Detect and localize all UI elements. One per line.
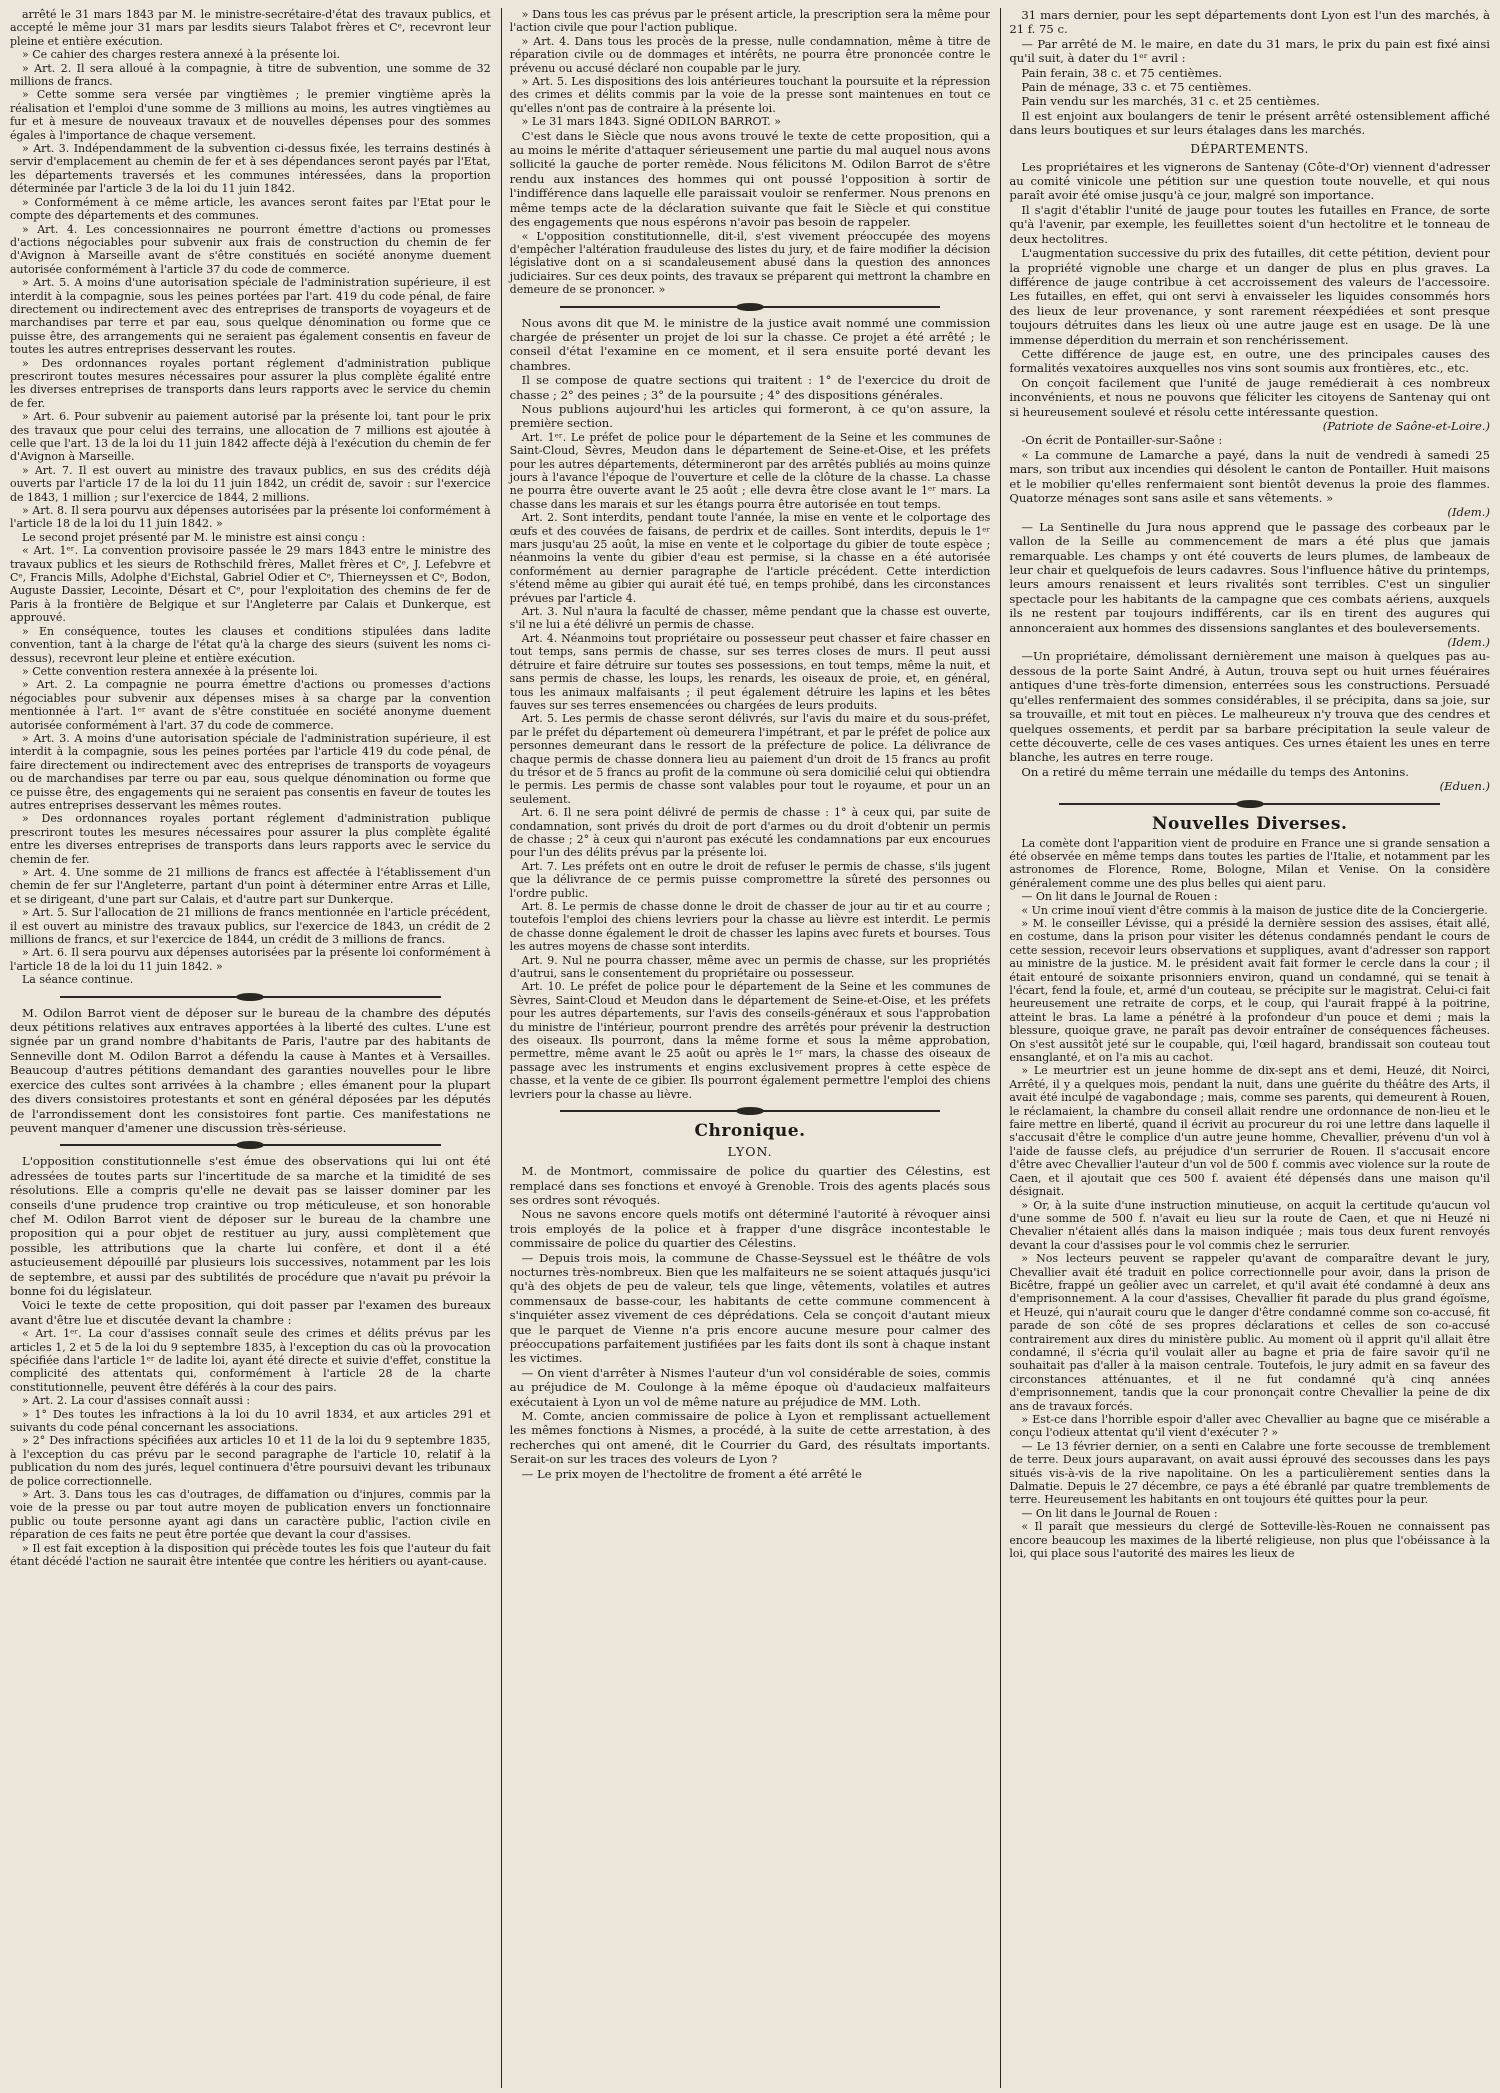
- paragraph: » Art. 3. A moins d'une autorisation spéciale de l'administration supérieure, il est interdit à la compagnie, sous les peines portées par l'article 419 du code pénal, de faire directement ou indirectement avec des entreprises de transports de voyageurs ou de marchandises par terre ou par eau, sous quelque dénomination ou forme que ce puisse être, des engagements qui ne seraient pas consentis en faveur de toutes les autres entreprises desservant les mêmes routes.: [10, 731, 491, 812]
- nouvelles-heading: Nouvelles Diverses.: [1151, 813, 1348, 834]
- paragraph: Nous ne savons encore quels motifs ont déterminé l'autorité à révoquer ainsi trois employés de la police et à frapper d'une disgrâce incontestable le commissaire de police du quartier des Célestins.: [509, 1207, 991, 1251]
- barrot-petitions: M. Odilon Barrot vient de déposer sur le bureau de la chambre des députés deux pétitions relatives aux entraves apportées à la liberté des cultes. L'une est signée par un grand nombre d'habitants de Paris, l'autre par des habitants de Senneville dont M. Odilon Barrot a défendu la cause à Mantes et à Versailles. Beaucoup d'autres pétitions demandant des garanties nouvelles pour le libre exercice des cultes sont arrivées à la chambre ; elles émanent pour la plupart des divers consistoires protestants et sont en général déposées par les députés de l'arrondissement dont les consistoires font partie. Ces manifestations ne peuvent manquer d'amener une discussion très-sérieuse.: [10, 1005, 491, 1135]
- paragraph: — La Sentinelle du Jura nous apprend que le passage des corbeaux par le vallon de la Seille au commencement de mars a été plus que jamais remarquable. Les champs y ont été couverts de leurs plumes, de lambeaux de leur chair et quelquefois de leurs cadavres. Sous l'influence hâtive du printemps, leurs amours renaissent et leurs rivalités sont terribles. C'est un singulier spectacle pour les habitants de la campagne que ces combats aériens, auxquels ils ne restent par toujours indifférents, car ils en tirent des augures qui annonceraient aux hommes des dissensions sanglantes et des bouleversements.: [1009, 519, 1491, 635]
- paragraph: 31 mars dernier, pour les sept départements dont Lyon est l'un des marchés, à 21 f. 75 c.: [1009, 8, 1491, 37]
- paragraph: Art. 10. Le préfet de police pour le département de la Seine et les communes de Sèvres, Saint-Cloud et Meudon dans le département de Seine-et-Oise, et les préfets pour les autres départements, sur l'avis des conseils-généraux et sous l'approbation du ministre de l'intérieur, pourront prendre des arrêtés pour prévenir la destruction des oiseaux. Ils pourront, dans la même forme et sous la même approbation, permettre, même avant le 25 août ou après le 1ᵉʳ mars, la chasse des oiseaux de passage avec les instruments et engins exclusivement propres à cette espèce de chasse, et la vente de ce gibier. Ils pourront également permettre l'emploi des chiens levriers pour la chasse au lièvre.: [509, 980, 991, 1101]
- paragraph: » Nos lecteurs peuvent se rappeler qu'avant de comparaître devant le jury, Chevallier avait été traduit en police correctionnelle pour avoir, dans la prison de Bicêtre, frappé un geôlier avec un carrelet, et qu'il avait été condamné à deux ans d'emprisonnement. A la cour d'assises, Chevallier fit parade du plus grand égoïsme, et Heuzé, qui n'aurait couru que le danger d'être condamné comme son co-accusé, fit parade de son côté de ses propres déclarations et celles de son co-accusé contrairement aux dires du ministère public. Au moment où il apprit qu'il allait être condamné, il s'écria qu'il voulait aller au bagne et pria de faire savoir qu'il ne souhaitait pas d'aller à la maison centrale. Toutefois, le jury admit en sa faveur des circonstances atténuantes, et il ne fut condamné qu'à cinq années d'emprisonnement, tandis que la cour prononçait contre Chevallier la peine de dix ans de travaux forcés.: [1009, 1252, 1491, 1413]
- column-3: [1000, 8, 1490, 2088]
- paragraph: Art. 8. Le permis de chasse donne le droit de chasser de jour au tir et au courre ; toutefois l'emploi des chiens levriers pour la chasse au lièvre est interdit. Le permis de chasse donne également le droit de chasser les lapins avec furets et bourses. Tous les autres moyens de chasse sont interdits.: [509, 900, 991, 954]
- paragraph: On conçoit facilement que l'unité de jauge remédierait à ces nombreux inconvénients, et nous ne pouvons que féliciter les citoyens de Santenay qui ont si heureusement soulevé et résolu cette intéressante question.: [1009, 375, 1491, 419]
- paragraph: » Art. 8. Il sera pourvu aux dépenses autorisées par la présente loi conformément à l'article 18 de la loi du 11 juin 1842. »: [10, 504, 491, 531]
- paragraph: La séance continue.: [22, 973, 134, 987]
- paragraph: » Cette somme sera versée par vingtièmes ; le premier vingtième après la réalisation et l'emploi d'une somme de 3 millions au moins, les autres vingtièmes au fur et à mesure de nouveaux travaux et de nouvelles dépenses pour des sommes égales à l'importance de chaque versement.: [10, 88, 491, 142]
- paragraph: Le second projet présenté par M. le ministre est ainsi conçu :: [22, 530, 366, 544]
- paragraph: M. de Montmort, commissaire de police du quartier des Célestins, est remplacé dans ses fonctions et envoyé à Grenoble. Trois des agents placés sous ses ordres sont révoqués.: [509, 1164, 991, 1207]
- proposition-text: [10, 1327, 491, 1568]
- section-divider: [1059, 803, 1440, 805]
- paragraph: » Ce cahier des charges restera annexé à la présente loi.: [22, 48, 341, 62]
- paragraph: « Il paraît que messieurs du clergé de Sotteville-lès-Rouen ne connaissent pas encore beaucoup les maximes de la liberté religieuse, non plus que l'obéissance à la loi, qui place sous l'autorité des maires les lieux de: [1009, 1520, 1491, 1561]
- source-attribution: (Idem.): [1447, 635, 1491, 650]
- paragraph: » Des ordonnances royales portant réglement d'administration publique prescriront toutes mesures nécessaires pour assurer la plus complète égalité entre les diverses entreprises de transports dans leurs rapports avec le service du chemin de fer.: [10, 356, 491, 410]
- paragraph: — Le prix moyen de l'hectolitre de froment a été arrêté le: [521, 1466, 862, 1481]
- column-2: [501, 8, 991, 2088]
- paragraph: Art. 6. Il ne sera point délivré de permis de chasse : 1° à ceux qui, par suite de condamnation, sont privés du droit de port d'armes ou du droit d'obtenir un permis de chasse ; 2° à ceux qui n'auront pas exécuté les condamnations par eux encourues pour l'un des délits prévus par la présente loi.: [509, 806, 991, 860]
- loi-chemins-de-fer: [10, 8, 491, 987]
- paragraph: » Art. 2. La cour d'assises connaît aussi :: [22, 1394, 251, 1408]
- paragraph: M. Comte, ancien commissaire de police à Lyon et remplissant actuellement les mêmes fonctions à Nismes, a procédé, à la suite de cette arrestation, à des recherches qui ont amené, dit le Courrier du Gard, des résultats importants. Serait-on sur les traces des voleurs de Lyon ?: [509, 1409, 991, 1467]
- column-1: [10, 8, 491, 2088]
- paragraph: » En conséquence, toutes les clauses et conditions stipulées dans ladite convention, tant à la charge de l'état qu'à la charge des sieurs (suivent les noms ci-dessus), recevront leur pleine et entière exécution.: [10, 624, 491, 665]
- paragraph: La comète dont l'apparition vient de produire en France une si grande sensation a été observée en même temps dans toutes les parties de l'Italie, et notamment par les astronomes de Florence, Rome, Bologne, Milan et Venise. On la considère généralement comme une des plus belles qui aient paru.: [1009, 836, 1491, 890]
- paragraph: Il s'agit d'établir l'unité de jauge pour toutes les futailles en France, de sorte qu'à l'avenir, par exemple, les feuillettes soient d'un hectolitre et le tonneau de deux hectolitres.: [1009, 202, 1491, 246]
- paragraph: Art. 9. Nul ne pourra chasser, même avec un permis de chasse, sur les propriétés d'autrui, sans le consentement du propriétaire ou possesseur.: [509, 953, 991, 981]
- paragraph: « Art. 1ᵉʳ. La convention provisoire passée le 29 mars 1843 entre le ministre des travaux publics et les sieurs de Rothschild frères, Mallet frères et Cᵉ, J. Lefebvre et Cᵉ, Francis Mills, Adolphe d'Eichstal, Gabriel Odier et Cᵉ, Thierneyssen et Cᵉ, Bodon, Auguste Dassier, Lecointe, Désart et Cᵉ, pour l'exploitation des chemins de fer de Paris à la frontière de Belgique et sur l'Angleterre par Calais et Dunkerque, est approuvé.: [10, 544, 491, 625]
- paragraph: — Par arrêté de M. le maire, en date du 31 mars, le prix du pain est fixé ainsi qu'il suit, à dater du 1ᵉʳ avril :: [1009, 36, 1491, 66]
- paragraph: Art. 7. Les préfets ont en outre le droit de refuser le permis de chasse, s'ils jugent que la délivrance de ce permis puisse compromettre la sûreté des personnes ou l'ordre public.: [509, 859, 991, 900]
- paragraph: » Art. 6. Pour subvenir au paiement autorisé par la présente loi, tant pour le prix des travaux que pour celui des terrains, une allocation de 7 millions est ajoutée à celle que l'art. 13 de la loi du 11 juin 1842 affecte déjà à l'exécution du chemin de fer d'Avignon à Marseille.: [10, 410, 491, 464]
- paragraph: Art. 1ᵉʳ. Le préfet de police pour le département de la Seine et les communes de Saint-Cloud, Sèvres, Meudon dans le département de Seine-et-Oise, et les préfets pour les autres départements, détermineront par des arrêtés publiés au moins quinze jours à l'avance l'époque de l'ouverture et celle de la clôture de la chasse. La chasse ne pourra être ouverte avant le 25 août ; elle devra être close avant le 1ᵉʳ mars. La chasse dans les marais et sur les étangs pourra être autorisée en tout temps.: [509, 430, 991, 511]
- paragraph: Les propriétaires et les vignerons de Santenay (Côte-d'Or) viennent d'adresser au comité vinicole une pétition sur une question toute nouvelle, et qui nous paraît avoir été omise jusqu'à ce jour, malgré son importance.: [1009, 159, 1491, 203]
- section-divider: [560, 1110, 941, 1112]
- paragraph: « Art. 1ᵉʳ. La cour d'assises connaît seule des crimes et délits prévus par les articles 1, 2 et 5 de la loi du 9 septembre 1835, à l'exception du cas où la provocation spécifiée dans l'article 1ᵉʳ de ladite loi, ayant été directe et suivie d'effet, constitue la complicité des attentats qui, conformément à l'article 28 de la charte constitutionnelle, peuvent être déférés à la cour des pairs.: [10, 1327, 491, 1394]
- paragraph: » Art. 5. Sur l'allocation de 21 millions de francs mentionnée en l'article précédent, il est ouvert au ministre des travaux publics, sur l'exercice de 1843, un crédit de 2 millions de francs, et sur l'exercice de 1844, un crédit de 3 millions de francs.: [10, 906, 491, 947]
- paragraph: « L'opposition constitutionnelle, dit-il, s'est vivement préoccupée des moyens d'empêcher l'altération frauduleuse des listes du jury, et de faire modifier la décision législative dont on a si scandaleusement abusé dans la question des annonces judiciaires. Sur ces deux points, des travaux se préparent qui mettront la chambre en demeure de se prononcer. »: [509, 229, 991, 297]
- paragraph: » Art. 5. Les dispositions des lois antérieures touchant la poursuite et la répression des crimes et délits commis par la voie de la presse sont maintenues en tout ce qu'elles n'ont pas de contraire à la présente loi.: [509, 75, 991, 115]
- paragraph: » Conformément à ce même article, les avances seront faites par l'Etat pour le compte des départements et des communes.: [10, 195, 491, 223]
- paragraph: Voici le texte de cette proposition, qui doit passer par l'examen des bureaux avant d'être lue et discutée devant la chambre :: [10, 1298, 491, 1327]
- nouvelles-diverses: [1009, 837, 1490, 1561]
- paragraph: — Depuis trois mois, la commune de Chasse-Seyssuel est le théâtre de vols nocturnes très-nombreux. Bien que les malfaiteurs ne se soient attaqués jusqu'ici qu'à des objets de peu de valeur, tels que linge, vêtements, volatiles et autres commensaux de basse-cour, les habitants de cette commune commencent à s'inquiéter assez vivement de ces déprédations. Cela se conçoit d'autant mieux que le parquet de Vienne n'a pris encore aucune mesure pour calmer des préoccupations parfaitement justifiées par les faits dont ils sont à chaque instant les victimes.: [509, 1250, 991, 1366]
- paragraph: » Art. 5. A moins d'une autorisation spéciale de l'administration supérieure, il est interdit à la compagnie, sous les peines portées par l'art. 419 du code pénal, de faire directement ou indirectement avec des entreprises de transports de voyageurs et de marchandises par terre et par eau, sous quelque dénomination ou forme que ce puisse être, des arrangements qui ne seraient pas également consentis en faveur de toutes les autres entreprises desservant les routes.: [10, 276, 491, 357]
- paragraph: » Des ordonnances royales portant réglement d'administration publique prescriront toutes les mesures nécessaires pour assurer la plus complète égalité entre les diverses entreprises de transports dans leurs rapports avec le service du chemin de fer.: [10, 812, 491, 866]
- paragraph: L'opposition constitutionnelle s'est émue des observations qui lui ont été adressées de toutes parts sur l'incertitude de sa marche et la timidité de ses résolutions. Elle a compris qu'elle ne devait pas se laisser dominer par les conseils d'une prudence trop craintive ou trop méticuleuse, et son honorable chef M. Odilon Barrot vient de déposer sur le bureau de la chambre une proposition qui a pour objet de restituer au jury, aussi complètement que possible, les attributions que la charte lui confère, et dont il a été astucieusement dépouillé par plusieurs lois successives, notamment par les lois de septembre, et aussi par des subtilités de procédure que n'avait pu prévoir la bonne foi du législateur.: [10, 1154, 491, 1298]
- paragraph: » Art. 4. Une somme de 21 millions de francs est affectée à l'établissement d'un chemin de fer sur l'Angleterre, partant d'un point à déterminer entre Arras et Lille, et se dirigeant, d'une part sur Calais, et d'autre part sur Dunkerque.: [10, 866, 491, 906]
- section-divider: [560, 306, 941, 308]
- paragraph: » Art. 4. Dans tous les procès de la presse, nulle condamnation, même à titre de réparation civile ou de dommages et intérêts, ne pourra être prononcée contre le prévenu ou accusé déclaré non coupable par le jury.: [509, 34, 991, 75]
- chronique-heading: Chronique.: [694, 1121, 806, 1142]
- paragraph: » Est-ce dans l'horrible espoir d'aller avec Chevallier au bagne que ce misérable a conçu l'odieux attentat qu'il vient d'exécuter ? »: [1009, 1413, 1491, 1440]
- paragraph: — On vient d'arrêter à Nismes l'auteur d'un vol considérable de soies, commis au préjudice de M. Coulonge à la même époque où d'audacieux malfaiteurs exécutaient à Lyon un vol de même nature au préjudice de MM. Loth.: [509, 1365, 991, 1409]
- paragraph: L'augmentation successive du prix des futailles, dit cette pétition, devient pour la propriété vignoble une charge et un danger de plus en plus graves. La différence de jauge contribue à cet accroissement des valeurs de l'accessoire. Les futailles, en effet, qui ont servi à envaisseler les liquides consommés hors des lieux de leur provenance, y sont rarement réexpédiées et sont presque toujours détruites dans les lieux où une autre jauge est en usage. De là une immense déperdition du merrain et son renchérissement.: [1009, 246, 1491, 347]
- paragraph: » Art. 2. La compagnie ne pourra émettre d'actions ou promesses d'actions négociables pour subvenir aux dépenses mises à sa charge par la convention mentionnée à l'art. 1ᵉʳ avant de s'être constituée en société anonyme duement autorisée conformément à l'art. 37 du code de commerce.: [10, 678, 491, 732]
- paragraph: Pain vendu sur les marchés, 31 c. et 25 centièmes.: [1021, 94, 1320, 109]
- paragraph: » 2° Des infractions spécifiées aux articles 10 et 11 de la loi du 9 septembre 1835, à l'exception du cas prévu par le second paragraphe de l'article 10, relatif à la publication du nom des jurés, lequel continuera d'être poursuivi devant les tribunaux de police correctionnelle.: [10, 1434, 491, 1488]
- paragraph: » 1° Des toutes les infractions à la loi du 10 avril 1834, et aux articles 291 et suivants du code pénal concernant les associations.: [10, 1407, 491, 1435]
- paragraph: On a retiré du même terrain une médaille du temps des Antonins.: [1021, 764, 1409, 779]
- signature-line: » Le 31 mars 1843. Signé ODILON BARROT. »: [521, 115, 781, 129]
- paragraph: Nous avons dit que M. le ministre de la justice avait nommé une commission chargée de présenter un projet de loi sur la chasse. Ce projet a été arrêté ; le conseil d'état l'examine en ce moment, et il sera ensuite porté devant les chambres.: [509, 315, 991, 373]
- paragraph: » Art. 4. Les concessionnaires ne pourront émettre d'actions ou promesses d'actions négociables pour subvenir aux frais de construction du chemin de fer d'Avignon à Marseille avant de s'être constitués en société anonyme duement autorisée conformément à l'article 37 du code de commerce.: [10, 222, 491, 276]
- paragraph: » M. le conseiller Lévisse, qui a présidé la dernière session des assises, était allé, en costume, dans la prison pour visiter les détenus condamnés pendant le cours de cette session, recevoir leurs observations et suppliques, avant d'adresser son rapport au ministre de la justice. M. le président avait fait former le cercle dans la cour ; il était entouré de soixante prisonniers environ, quand un condamné, qui se tenait à l'écart, fend la foule, et, armé d'un couteau, se précipite sur le magistrat. Celui-ci fait heureusement une retraite de corps, et le coup, qui l'aurait frappé à la poitrine, atteint le bras. La lame a pénétré à la profondeur d'un pouce et demi ; mais la blessure, quoique grave, ne paraît pas devoir entraîner de conséquences fâcheuses. On s'est aussitôt jeté sur le coupable, qui, l'œil hagard, brandissait son couteau tout ensanglanté, et on l'a mis au cachot.: [1009, 916, 1491, 1065]
- paragraph: » Art. 6. Il sera pourvu aux dépenses autorisées par la présente loi conformément à l'article 18 de la loi du 11 juin 1842. »: [10, 946, 491, 973]
- paragraph: » Le meurtrier est un jeune homme de dix-sept ans et demi, Heuzé, dit Noirci, Arrêté, il y a quelques mois, pendant la nuit, dans une guérite du théâtre des Arts, il avait été inculpé de vagabondage ; mais, comme ses parents, qui demeurent à Rouen, le réclamaient, la chambre du conseil allait rendre une ordonnance de non-lieu et le faire mettre en liberté, quand il écrivit au procureur du roi une lettre dans laquelle il s'accusait d'être le complice d'un autre jeune homme, Chevallier, prévenu d'un vol à l'aide de fausse clefs, au préjudice d'un serrurier de Rouen. Il s'accusait encore d'être avec Chevallier l'auteur d'un vol de 500 f. commis avec violence sur la route de Caen, et il ajoutait que ces 500 f. avaient été dépensés dans une maison qu'il désignait.: [1009, 1064, 1491, 1199]
- paragraph: Art. 3. Nul n'aura la faculté de chasser, même pendant que la chasse est ouverte, s'il ne lui a été délivré un permis de chasse.: [509, 605, 991, 632]
- paragraph: Nous publions aujourd'hui les articles qui formeront, à ce qu'on assure, la première section.: [509, 401, 991, 431]
- paragraph: » Or, à la suite d'une instruction minutieuse, on acquit la certitude qu'aucun vol d'une somme de 500 f. n'avait eu lieu sur la route de Caen, et que ni Heuzé ni Chevalier n'étaient allés dans la maison indiquée ; mais tous deux furent renvoyés devant la cour d'assises pour le vol commis chez le serrurier.: [1009, 1198, 1491, 1252]
- paragraph: — Le 13 février dernier, on a senti en Calabre une forte secousse de tremblement de terre. Deux jours auparavant, on avait aussi éprouvé des secousses dans les pays situés vis-à-vis de la rive napolitaine. On les a particulièrement senties dans la Dalmatie. Depuis le 27 décembre, ce pays a été ébranlé par quatre tremblements de terre. Heureusement les habitants en ont toujours été quittes pour la peur.: [1009, 1439, 1491, 1507]
- paragraph: Art. 4. Néanmoins tout propriétaire ou possesseur peut chasser et faire chasser en tout temps, sans permis de chasse, sur ses terres closes de murs. Il peut aussi détruire et faire détruire sur toutes ses possessions, en tout temps, même la nuit, et sans permis de chasse, les loups, les renards, les oiseaux de proie, et, en général, tous les animaux malfaisants ; il peut également détruire les lapins et les bêtes fauves sur ses terres ensemencées ou chargées de leurs produits.: [509, 631, 991, 712]
- paragraph: arrêté le 31 mars 1843 par M. le ministre-secrétaire-d'état des travaux publics, et accepté le même jour 31 mars par lesdits sieurs Talabot frères et Cᵉ, recevront leur pleine et entière exécution.: [10, 8, 491, 48]
- paragraph: —Un propriétaire, démolissant dernièrement une maison à quelques pas au-dessous de la porte Saint André, à Autun, trouva sept ou huit urnes féuéraires antiques d'une très-forte dimension, enterrées sous les constructions. Persuadé qu'elles renfermaient des sommes considérables, il se précipita, dans sa joie, sur sa trouvaille, et mit tout en pièces. Le malheureux n'y trouva que des cendres et quelques ossements, et perdit par sa barbare précipitation la seule valeur de cette découverte, celle de ces vases antiques. Ces urnes étaient les unes en terre blanche, les autres en terre rouge.: [1009, 649, 1491, 765]
- paragraph: « Un crime inouï vient d'être commis à la maison de justice dite de la Conciergerie.: [1021, 903, 1488, 917]
- source-attribution: (Patriote de Saône-et-Loire.): [1322, 418, 1491, 433]
- paragraph: Pain ferain, 38 c. et 75 centièmes.: [1021, 65, 1223, 80]
- chasse-articles: [510, 431, 991, 1101]
- paragraph: Cette différence de jauge est, en outre, une des principales causes des formalités vexatoires auxquelles nos vins sont soumis aux frontières, etc., etc.: [1009, 346, 1491, 376]
- paragraph: » Art. 7. Il est ouvert au ministre des travaux publics, en sus des crédits déjà ouverts par l'article 17 de la loi du 11 juin 1842, un crédit de, savoir : sur l'exercice de 1843, 1 million ; sur l'exercice de 1844, 2 millions.: [10, 463, 491, 504]
- paragraph: Art. 2. Sont interdits, pendant toute l'année, la mise en vente et le colportage des œufs et des couvées de faisans, de perdrix et de cailles. Sont interdits, depuis le 1ᵉʳ mars jusqu'au 25 août, la mise en vente et le colportage du gibier de toute espèce ; néanmoins la vente du gibier d'eau est permise, si la chasse en a été autorisée conformément au dernier paragraphe de l'article précédent. Cette interdiction s'étend même au gibier qui aurait été tué, en temps prohibé, dans les circonstances prévues par l'article 4.: [509, 511, 991, 605]
- paragraph: » Art. 2. Il sera alloué à la compagnie, à titre de subvention, une somme de 32 millions de francs.: [10, 61, 491, 89]
- paragraph: — On lit dans le Journal de Rouen :: [1021, 890, 1218, 904]
- source-attribution: (Idem.): [1447, 505, 1491, 520]
- paragraph: Pain de ménage, 33 c. et 75 centièmes.: [1021, 80, 1252, 95]
- section-divider: [60, 1144, 441, 1146]
- paragraph: — On lit dans le Journal de Rouen :: [1021, 1506, 1218, 1520]
- paragraph: -On écrit de Pontailler-sur-Saône :: [1021, 433, 1223, 448]
- city-heading: LYON.: [727, 1144, 773, 1160]
- paragraph: Il se compose de quatre sections qui traitent : 1° de l'exercice du droit de chasse ; 2° des peines ; 3° de la poursuite ; 4° des dispositions générales.: [509, 373, 991, 402]
- paragraph: C'est dans le Siècle que nous avons trouvé le texte de cette proposition, qui a au moins le mérite d'attaquer sérieusement une partie du mal auquel nous avons sollicité la gauche de porter remède. Nous félicitons M. Odilon Barrot de s'être rendu aux instances des hommes qui ont poussé l'opposition à sortir de l'indifférence dans laquelle elle paraissait vouloir se renfermer. Nous prenons en même temps acte de la déclaration suivante que fait le Siècle et qui constitue des engagements que nous espérons n'avoir pas besoin de rappeler.: [509, 128, 991, 230]
- paragraph: Art. 5. Les permis de chasse seront délivrés, sur l'avis du maire et du sous-préfet, par le préfet du département où demeurera l'impétrant, et par le préfet de police aux personnes demeurant dans le ressort de la préfecture de police. La délivrance de chaque permis de chasse donnera lieu au paiement d'un droit de 15 francs au profit du trésor et de 5 francs au profit de la commune où sera domicilié celui qui obtiendra le permis. Les permis de chasse sont valables pour tout le royaume, et pour un an seulement.: [509, 712, 991, 806]
- section-divider: [60, 996, 441, 998]
- source-attribution: (Eduen.): [1439, 779, 1491, 794]
- paragraph: » Art. 3. Dans tous les cas d'outrages, de diffamation ou d'injures, commis par la voie de la presse ou par tout autre moyen de publication envers un fonctionnaire public ou toute personne ayant agi dans un caractère public, l'action civile en réparation de ces faits ne peut être portée que devant la cour d'assises.: [10, 1488, 491, 1542]
- paragraph: » Art. 3. Indépendamment de la subvention ci-dessus fixée, les terrains destinés à servir d'emplacement au chemin de fer et à ses dépendances seront payés par l'Etat, les départements traversés et les communes intéressées, dans la proportion déterminée par l'article 3 de la loi du 11 juin 1842.: [10, 142, 491, 196]
- departements-heading: DÉPARTEMENTS.: [1190, 141, 1309, 156]
- paragraph: » Il est fait exception à la disposition qui précède toutes les fois que l'auteur du fait étant décédé l'action ne saurait être intentée que contre les héritiers ou ayant-cause.: [10, 1541, 491, 1569]
- paragraph: » Dans tous les cas prévus par le présent article, la prescription sera la même pour l'action civile que pour l'action publique.: [509, 8, 991, 35]
- paragraph: » Cette convention restera annexée à la présente loi.: [22, 664, 318, 678]
- paragraph: Il est enjoint aux boulangers de tenir le présent arrêté ostensiblement affiché dans leurs boutiques et sur leurs étalages dans les marchés.: [1009, 108, 1491, 138]
- paragraph: « La commune de Lamarche a payé, dans la nuit de vendredi à samedi 25 mars, son tribut aux incendies qui désolent le canton de Pontailler. Huit maisons et le mobilier qu'elles renfermaient sont bientôt devenus la proie des flammes. Quatorze ménages sont sans asile et sans vêtements. »: [1009, 447, 1491, 505]
